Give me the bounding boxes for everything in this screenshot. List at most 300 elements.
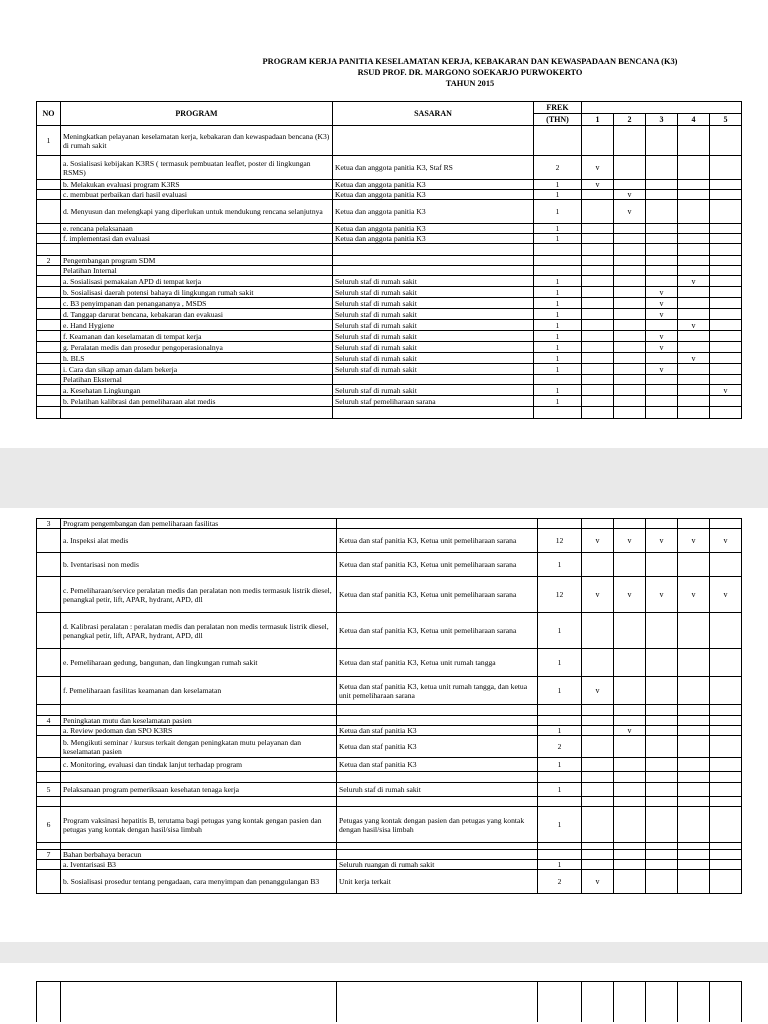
schedule-mark-1 (582, 553, 614, 577)
schedule-mark-3: v (646, 529, 678, 553)
program-cell: c. Monitoring, evaluasi dan tindak lanjut terhadap program (61, 758, 337, 772)
frequency-cell: 2 (538, 736, 582, 758)
frequency-cell (538, 772, 582, 783)
schedule-mark-1 (582, 843, 614, 850)
row-number (37, 772, 61, 783)
schedule-mark-2 (614, 850, 646, 860)
table-row (37, 726, 742, 736)
schedule-mark-2 (614, 772, 646, 783)
frequency-cell: 12 (538, 577, 582, 613)
program-cell (61, 843, 337, 850)
table-row (37, 180, 742, 190)
schedule-mark-4 (678, 331, 710, 342)
col-2-header: 2 (614, 114, 646, 126)
row-number (37, 200, 61, 224)
row-number (37, 298, 61, 309)
row-number (37, 529, 61, 553)
schedule-mark-3 (646, 772, 678, 783)
sasaran-cell: Petugas yang kontak dengan pasien dan petugas yang kontak dengan hasil/sisa limbah (337, 807, 538, 843)
sasaran-cell (337, 705, 538, 716)
row-number (37, 266, 61, 276)
sasaran-cell: Ketua dan anggota panitia K3, Staf RS (333, 156, 534, 180)
sasaran-cell: Ketua dan anggota panitia K3 (333, 234, 534, 244)
row-number: 1 (37, 126, 61, 156)
frequency-cell (534, 266, 582, 276)
schedule-mark-5 (710, 677, 742, 705)
frequency-cell: 12 (538, 529, 582, 553)
schedule-mark-2 (614, 705, 646, 716)
sasaran-cell: Unit kerja terkait (337, 870, 538, 894)
schedule-mark-3 (646, 224, 678, 234)
col-program-header: PROGRAM (61, 102, 333, 126)
schedule-mark-3 (646, 180, 678, 190)
program-cell: a. Kesehatan Lingkungan (61, 385, 333, 396)
schedule-mark-2 (614, 234, 646, 244)
schedule-mark-2 (614, 613, 646, 649)
schedule-mark-3 (646, 375, 678, 385)
program-cell (61, 772, 337, 783)
row-number (37, 180, 61, 190)
table-row (37, 783, 742, 797)
sasaran-cell (333, 256, 534, 266)
table-row (37, 613, 742, 649)
col-5-header: 5 (710, 114, 742, 126)
sasaran-cell (333, 126, 534, 156)
schedule-mark-4: v (678, 320, 710, 331)
schedule-mark-2 (614, 331, 646, 342)
schedule-mark-5 (710, 276, 742, 287)
schedule-mark-5 (710, 407, 742, 419)
schedule-mark-5 (710, 807, 742, 843)
schedule-mark-2 (614, 553, 646, 577)
schedule-mark-5 (710, 726, 742, 736)
row-number (37, 736, 61, 758)
doc-title-line3: TAHUN 2015 (445, 79, 495, 88)
schedule-mark-5 (710, 126, 742, 156)
schedule-mark-1 (582, 200, 614, 224)
row-number (37, 331, 61, 342)
table-row (37, 320, 742, 331)
schedule-mark-4 (678, 309, 710, 320)
schedule-mark-2 (614, 342, 646, 353)
table-row (37, 860, 742, 870)
sasaran-cell: Ketua dan staf panitia K3 (337, 726, 538, 736)
row-number (37, 797, 61, 807)
table-row (37, 342, 742, 353)
schedule-mark-2 (614, 309, 646, 320)
frequency-cell: 1 (534, 298, 582, 309)
sasaran-cell: Ketua dan staf panitia K3, Ketua unit pemeliharaan sarana (337, 613, 538, 649)
table-row (37, 807, 742, 843)
schedule-mark-1 (582, 244, 614, 256)
table-row (37, 126, 742, 156)
program-cell: i. Cara dan sikap aman dalam bekerja (61, 364, 333, 375)
schedule-mark-2 (614, 758, 646, 772)
schedule-mark-2 (614, 126, 646, 156)
frequency-cell: 1 (538, 758, 582, 772)
schedule-mark-5 (710, 190, 742, 200)
schedule-mark-5 (710, 716, 742, 726)
row-number (37, 309, 61, 320)
col-3-header: 3 (646, 114, 678, 126)
schedule-mark-3 (646, 716, 678, 726)
program-cell: b. Mengikuti seminar / kursus terkait dengan peningkatan mutu pelayanan dan keselamatan pasien (61, 736, 337, 758)
program-cell (61, 244, 333, 256)
table-row (37, 396, 742, 407)
frequency-cell: 1 (534, 287, 582, 298)
sasaran-cell: Seluruh staf di rumah sakit (333, 331, 534, 342)
sasaran-cell: Ketua dan anggota panitia K3 (333, 224, 534, 234)
schedule-mark-4 (678, 705, 710, 716)
row-number (37, 407, 61, 419)
schedule-mark-4 (678, 364, 710, 375)
program-cell: Program pengembangan dan pemeliharaan fasilitas (61, 519, 337, 529)
schedule-mark-5 (710, 843, 742, 850)
schedule-mark-3: v (646, 287, 678, 298)
row-number (37, 342, 61, 353)
schedule-mark-5 (710, 309, 742, 320)
row-number: 2 (37, 256, 61, 266)
program-cell (61, 407, 333, 419)
schedule-mark-2 (614, 649, 646, 677)
schedule-mark-4 (678, 244, 710, 256)
schedule-mark-5 (710, 870, 742, 894)
table-row (37, 385, 742, 396)
schedule-mark-4 (678, 772, 710, 783)
program-cell: c. B3 penyimpanan dan penangananya , MSDS (61, 298, 333, 309)
schedule-mark-3: v (646, 298, 678, 309)
program-cell: a. Iventarisasi B3 (61, 860, 337, 870)
schedule-mark-5: v (710, 385, 742, 396)
schedule-mark-1 (582, 126, 614, 156)
schedule-mark-4 (678, 736, 710, 758)
schedule-mark-4: v (678, 577, 710, 613)
col-sasaran-header: SASARAN (333, 102, 534, 126)
schedule-mark-2 (614, 396, 646, 407)
sasaran-cell: Ketua dan staf panitia K3, ketua unit rumah tangga, dan ketua unit pemeliharaan sarana (337, 677, 538, 705)
sasaran-cell: Ketua dan staf panitia K3, Ketua unit pemeliharaan sarana (337, 577, 538, 613)
schedule-mark-3 (646, 234, 678, 244)
table-row (37, 758, 742, 772)
frequency-cell: 1 (534, 396, 582, 407)
schedule-mark-3 (646, 758, 678, 772)
schedule-mark-4 (678, 256, 710, 266)
frequency-cell: 2 (534, 156, 582, 180)
sasaran-cell: Seluruh staf di rumah sakit (333, 320, 534, 331)
document-page-3 (0, 963, 768, 1024)
table-row (37, 353, 742, 364)
schedule-mark-5 (710, 234, 742, 244)
schedule-mark-3 (646, 353, 678, 364)
schedule-mark-1: v (582, 529, 614, 553)
sasaran-cell (333, 266, 534, 276)
schedule-mark-4 (678, 200, 710, 224)
schedule-mark-4: v (678, 276, 710, 287)
schedule-mark-3 (646, 200, 678, 224)
sasaran-cell: Ketua dan staf panitia K3, Ketua unit pemeliharaan sarana (337, 553, 538, 577)
schedule-mark-5 (710, 705, 742, 716)
frequency-cell: 1 (534, 224, 582, 234)
schedule-mark-3 (646, 797, 678, 807)
row-number (37, 287, 61, 298)
schedule-mark-5 (710, 396, 742, 407)
schedule-mark-4 (678, 797, 710, 807)
schedule-mark-3 (646, 850, 678, 860)
schedule-mark-2 (614, 519, 646, 529)
program-cell: b. Pelatihan kalibrasi dan pemeliharaan alat medis (61, 396, 333, 407)
schedule-mark-5: v (710, 577, 742, 613)
schedule-mark-2 (614, 298, 646, 309)
table-row (37, 276, 742, 287)
table-row (37, 224, 742, 234)
schedule-mark-2 (614, 843, 646, 850)
col-4-header: 4 (678, 114, 710, 126)
frequency-cell: 1 (534, 200, 582, 224)
program-cell: g. Peralatan medis dan prosedur pengoperasionalnya (61, 342, 333, 353)
sasaran-cell: Seluruh ruangan di rumah sakit (337, 860, 538, 870)
table-row (37, 266, 742, 276)
schedule-mark-3 (646, 736, 678, 758)
frequency-cell: 1 (538, 807, 582, 843)
frequency-cell: 1 (538, 860, 582, 870)
schedule-mark-2: v (614, 726, 646, 736)
sasaran-cell: Seluruh staf di rumah sakit (333, 287, 534, 298)
program-cell: d. Kalibrasi peralatan : peralatan medis dan peralatan non medis termasuk listrik diesel, penangkal petir, lift, APAR, hydrant, APD, dll (61, 613, 337, 649)
schedule-mark-2 (614, 870, 646, 894)
schedule-mark-1 (582, 797, 614, 807)
row-number: 7 (37, 850, 61, 860)
schedule-mark-4 (678, 758, 710, 772)
table-row (37, 190, 742, 200)
schedule-mark-3 (646, 783, 678, 797)
schedule-mark-3: v (646, 364, 678, 375)
schedule-mark-4 (678, 407, 710, 419)
schedule-mark-4 (678, 190, 710, 200)
schedule-mark-4 (678, 850, 710, 860)
col-1-header: 1 (582, 114, 614, 126)
row-number (37, 553, 61, 577)
schedule-mark-2 (614, 736, 646, 758)
program-cell: Program vaksinasi hepatitis B, terutama bagi petugas yang kontak gengan pasien dan petugas yang kontak dengan hasil/sisa limbah (61, 807, 337, 843)
schedule-mark-5 (710, 200, 742, 224)
program-cell: Pengembangan program SDM (61, 256, 333, 266)
schedule-mark-2 (614, 677, 646, 705)
schedule-mark-3 (646, 244, 678, 256)
col-thn-header: (THN) (534, 114, 582, 126)
program-cell (61, 705, 337, 716)
frequency-cell: 1 (534, 364, 582, 375)
schedule-mark-5 (710, 266, 742, 276)
table-row (37, 553, 742, 577)
schedule-mark-4 (678, 649, 710, 677)
frequency-cell: 1 (534, 342, 582, 353)
table-row (37, 772, 742, 783)
schedule-mark-2 (614, 287, 646, 298)
schedule-mark-4 (678, 783, 710, 797)
sasaran-cell: Seluruh staf di rumah sakit (333, 364, 534, 375)
table-body-page-2 (37, 519, 742, 894)
schedule-mark-2 (614, 807, 646, 843)
sasaran-cell: Seluruh staf di rumah sakit (333, 385, 534, 396)
schedule-mark-4 (678, 677, 710, 705)
row-number (37, 364, 61, 375)
schedule-mark-5 (710, 375, 742, 385)
program-cell: Pelatihan Internal (61, 266, 333, 276)
schedule-mark-4 (678, 843, 710, 850)
table-row (37, 843, 742, 850)
program-cell: Pelaksanaan program pemeriksaan kesehatan tenaga kerja (61, 783, 337, 797)
frequency-cell: 1 (534, 385, 582, 396)
schedule-mark-3 (646, 677, 678, 705)
schedule-mark-1 (582, 353, 614, 364)
schedule-mark-3 (646, 276, 678, 287)
schedule-mark-5 (710, 256, 742, 266)
program-cell: a. Sosialisasi pemakaian APD di tempat kerja (61, 276, 333, 287)
frequency-cell: 1 (534, 320, 582, 331)
program-cell: f. implementasi dan evaluasi (61, 234, 333, 244)
table-row (37, 234, 742, 244)
frequency-cell (538, 716, 582, 726)
schedule-mark-1 (582, 375, 614, 385)
schedule-mark-4 (678, 807, 710, 843)
schedule-mark-1 (582, 519, 614, 529)
schedule-mark-5 (710, 649, 742, 677)
schedule-mark-3 (646, 266, 678, 276)
frequency-cell: 1 (534, 234, 582, 244)
sasaran-cell: Ketua dan anggota panitia K3 (333, 190, 534, 200)
table-row (37, 519, 742, 529)
schedule-mark-4 (678, 234, 710, 244)
schedule-mark-2 (614, 266, 646, 276)
schedule-mark-5 (710, 613, 742, 649)
program-cell: b. Iventarisasi non medis (61, 553, 337, 577)
row-number (37, 244, 61, 256)
sasaran-cell: Ketua dan staf panitia K3, Ketua unit pemeliharaan sarana (337, 529, 538, 553)
col-no-header: NO (37, 102, 61, 126)
frequency-cell (538, 843, 582, 850)
schedule-mark-1 (582, 407, 614, 419)
schedule-mark-5 (710, 320, 742, 331)
program-cell: e. Pemeliharaan gedung, bangunan, dan lingkungan rumah sakit (61, 649, 337, 677)
schedule-mark-5 (710, 758, 742, 772)
program-cell: f. Pemeliharaan fasilitas keamanan dan keselamatan (61, 677, 337, 705)
schedule-mark-2 (614, 276, 646, 287)
schedule-mark-1: v (582, 870, 614, 894)
schedule-mark-1: v (582, 180, 614, 190)
table-row (37, 287, 742, 298)
schedule-mark-4 (678, 716, 710, 726)
schedule-mark-1: v (582, 677, 614, 705)
row-number (37, 276, 61, 287)
schedule-mark-5 (710, 180, 742, 190)
row-number (37, 396, 61, 407)
row-number (37, 758, 61, 772)
schedule-mark-1 (582, 396, 614, 407)
schedule-mark-3 (646, 320, 678, 331)
program-table-page-1 (36, 101, 742, 419)
row-number (37, 190, 61, 200)
schedule-mark-5 (710, 553, 742, 577)
schedule-mark-3 (646, 126, 678, 156)
row-number (37, 385, 61, 396)
sasaran-cell (337, 772, 538, 783)
program-cell: d. Menyusun dan melengkapi yang diperlukan untuk mendukung rencana selanjutnya (61, 200, 333, 224)
table-row (37, 870, 742, 894)
schedule-mark-2: v (614, 577, 646, 613)
schedule-mark-2 (614, 353, 646, 364)
schedule-mark-4 (678, 126, 710, 156)
table-row (37, 375, 742, 385)
row-number: 5 (37, 783, 61, 797)
doc-title-line1: PROGRAM KERJA PANITIA KESELAMATAN KERJA, KEBAKARAN DAN KEWASPADAAN BENCANA (K3) (262, 57, 678, 66)
row-number (37, 870, 61, 894)
schedule-mark-4 (678, 519, 710, 529)
program-cell: Meningkatkan pelayanan keselamatan kerja, kebakaran dan kewaspadaan bencana (K3) di rumah sakit (61, 126, 333, 156)
frequency-cell (534, 407, 582, 419)
schedule-mark-2: v (614, 529, 646, 553)
schedule-mark-1 (582, 287, 614, 298)
schedule-mark-5: v (710, 529, 742, 553)
schedule-mark-3 (646, 396, 678, 407)
sasaran-cell (333, 244, 534, 256)
program-table-page-3 (36, 981, 742, 1022)
header-row (37, 102, 742, 114)
schedule-mark-4 (678, 613, 710, 649)
table-row (37, 331, 742, 342)
schedule-mark-1 (582, 309, 614, 320)
schedule-mark-5 (710, 156, 742, 180)
program-cell: b. Sosialisasi prosedur tentang pengadaan, cara menyimpan dan penanggulangan B3 (61, 870, 337, 894)
program-cell: a. Sosialisasi kebijakan K3RS ( termasuk pembuatan leaflet, poster di lingkungan RSMS) (61, 156, 333, 180)
sasaran-cell: Ketua dan staf panitia K3, Ketua unit rumah tangga (337, 649, 538, 677)
schedule-mark-4 (678, 396, 710, 407)
frequency-cell: 1 (534, 353, 582, 364)
schedule-mark-1 (582, 385, 614, 396)
document-page-1 (0, 0, 768, 448)
schedule-mark-2 (614, 797, 646, 807)
frequency-cell: 1 (538, 613, 582, 649)
schedule-mark-3 (646, 843, 678, 850)
schedule-mark-3 (646, 649, 678, 677)
table-row (37, 705, 742, 716)
schedule-mark-1 (582, 807, 614, 843)
schedule-mark-1 (582, 716, 614, 726)
frequency-cell (534, 375, 582, 385)
col-month-blank (582, 102, 742, 114)
table-body-page-1 (37, 126, 742, 419)
schedule-mark-2 (614, 364, 646, 375)
row-number (37, 577, 61, 613)
frequency-cell: 1 (538, 677, 582, 705)
schedule-mark-2 (614, 244, 646, 256)
schedule-mark-1 (582, 736, 614, 758)
schedule-mark-3 (646, 156, 678, 180)
sasaran-cell: Seluruh staf di rumah sakit (333, 298, 534, 309)
program-cell: b. Melakukan evaluasi program K3RS (61, 180, 333, 190)
schedule-mark-1 (582, 234, 614, 244)
schedule-mark-2 (614, 385, 646, 396)
program-cell: Pelatihan Eksternal (61, 375, 333, 385)
schedule-mark-1 (582, 276, 614, 287)
table-row (37, 156, 742, 180)
schedule-mark-1 (582, 256, 614, 266)
row-number: 3 (37, 519, 61, 529)
schedule-mark-2 (614, 783, 646, 797)
sasaran-cell: Seluruh staf pemeliharaan sarana (333, 396, 534, 407)
schedule-mark-2 (614, 375, 646, 385)
schedule-mark-2 (614, 224, 646, 234)
schedule-mark-5 (710, 797, 742, 807)
